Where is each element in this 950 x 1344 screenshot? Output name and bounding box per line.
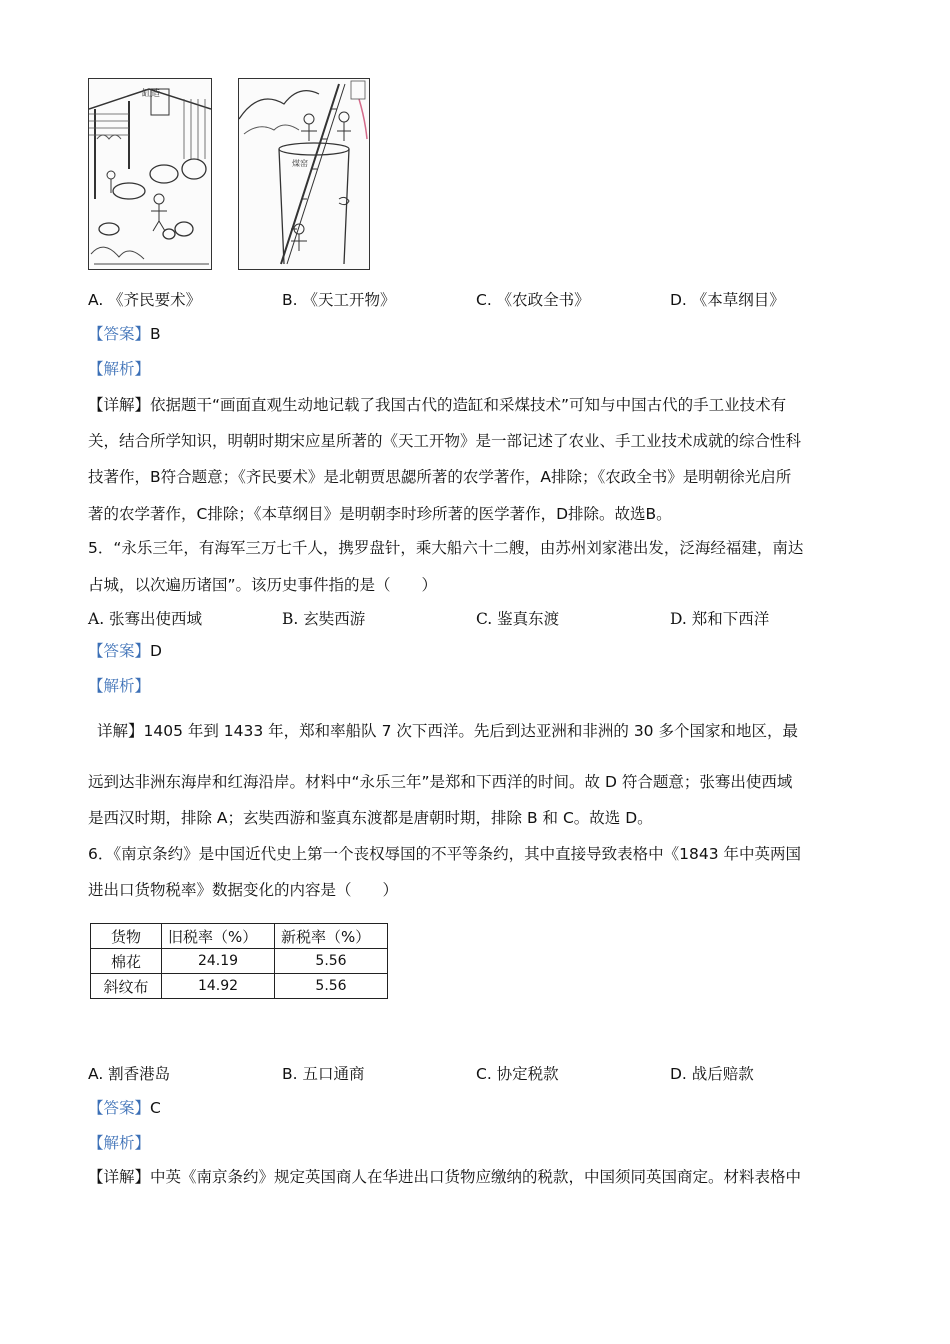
q6-option-c: C. 协定税款 [476,1065,559,1083]
table-row [91,974,388,999]
q5-option-d: D. 郑和下西洋 [670,610,770,628]
q4-detail-line: 关，结合所学知识，明朝时期宋应星所著的《天工开物》是一部记述了农业、手工业技术成就的综合性科 [88,432,802,450]
q4-detail-line: 著的农学著作，C排除；《本草纲目》是明朝李时珍所著的医学著作，D排除。故选B。 [88,505,672,523]
q5-answer [88,641,162,661]
q6-option-a: A. 割香港岛 [88,1065,171,1083]
q4-answer [88,324,161,344]
q4-option-b: B. 《天工开物》 [282,291,396,309]
q5-detail-line: 详解】1405 年到 1433 年，郑和率船队 7 次下西洋。先后到达亚洲和非洲的 30 多个国家和地区，最 [97,722,798,740]
answer-tag: 【答案】 [88,1099,151,1117]
q5-stem-line: 5．“永乐三年，有海军三万七千人，携罗盘针，乘大船六十二艘，由苏州刘家港出发，泛海经福建，南达 [88,539,804,557]
q4-option-a: A. 《齐民要术》 [88,291,202,309]
answer-value: D [150,642,162,660]
table-header-cell: 货物 [91,924,162,949]
table-cell: 棉花 [91,949,162,974]
table-cell: 5.56 [275,949,388,974]
q6-detail-line: 【详解】中英《南京条约》规定英国商人在华进出口货物应缴纳的税款，中国须同英国商定。材料表格中 [88,1168,802,1186]
answer-tag: 【答案】 [88,642,151,660]
q4-option-d: D. 《本草纲目》 [670,291,785,309]
answer-value: C [150,1099,161,1117]
q6-stem-line: 进出口货物税率》数据变化的内容是（ ） [88,881,399,899]
table-header-cell: 旧税率（%） [162,924,275,949]
q4-detail-line: 【详解】依据题干“画面直观生动地记载了我国古代的造缸和采煤技术”可知与中国古代的手工业技术有 [88,396,787,414]
q5-option-b: B. 玄奘西游 [282,610,366,628]
illustration-left-caption: 缸造 [142,89,161,99]
illustration-coal-mine [238,78,370,270]
table-cell: 24.19 [162,949,275,974]
q6-stem-line: 6．《南京条约》是中国近代史上第一个丧权辱国的不平等条约，其中直接导致表格中《1843 年中英两国 [88,845,801,863]
table-header-cell: 新税率（%） [275,924,388,949]
q6-option-b: B. 五口通商 [282,1065,365,1083]
q4-detail-line: 技著作，B符合题意；《齐民要术》是北朝贾思勰所著的农学著作，A排除；《农政全书》是明朝徐光启所 [88,468,792,486]
q5-detail-line: 远到达非洲东海岸和红海沿岸。材料中“永乐三年”是郑和下西洋的时间。故 D 符合题意；张骞出使西域 [88,773,793,791]
table-row [91,949,388,974]
illustration-right-caption: 煤窑 [292,159,308,168]
q6-analysis-tag: 【解析】 [88,1134,151,1152]
q5-option-c: C. 鉴真东渡 [476,610,560,628]
q5-stem-line: 占城，以次遍历诸国”。该历史事件指的是（ ） [88,576,438,594]
table-header-row [91,924,388,949]
tax-rate-table [90,923,388,999]
table-cell: 5.56 [275,974,388,999]
q5-detail-line: 是西汉时期，排除 A；玄奘西游和鉴真东渡都是唐朝时期，排除 B 和 C。故选 D。 [88,809,653,827]
table-cell: 斜纹布 [91,974,162,999]
q5-analysis-tag: 【解析】 [88,677,151,695]
answer-value: B [150,325,161,343]
q6-answer [88,1098,161,1118]
answer-tag: 【答案】 [88,325,151,343]
table-cell: 14.92 [162,974,275,999]
q4-option-c: C. 《农政全书》 [476,291,590,309]
q5-option-a: A. 张骞出使西域 [88,610,203,628]
q6-option-d: D. 战后赔款 [670,1065,754,1083]
illustration-pottery-kiln [88,78,212,270]
q4-analysis-tag: 【解析】 [88,360,151,378]
